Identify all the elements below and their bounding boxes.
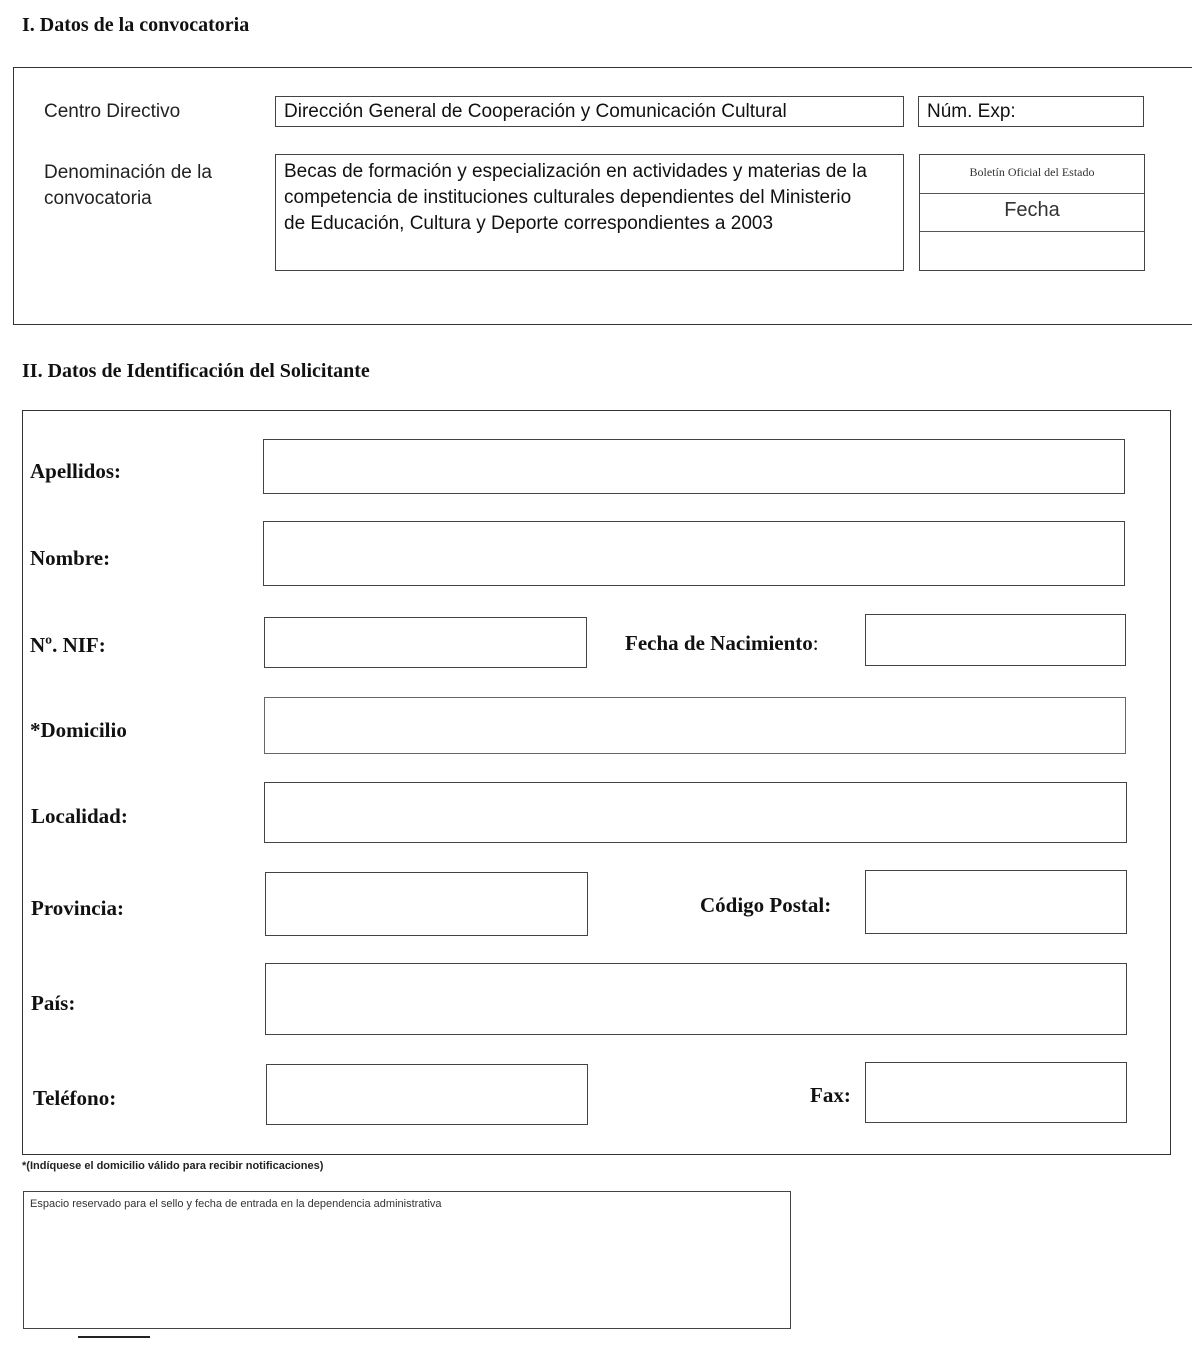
provincia-input[interactable] bbox=[265, 872, 588, 936]
denominacion-label-line1: Denominación de la bbox=[44, 162, 212, 183]
fecha-nacimiento-input[interactable] bbox=[865, 614, 1126, 666]
centro-directivo-value: Dirección General de Cooperación y Comunicación Cultural bbox=[284, 101, 787, 122]
localidad-input[interactable] bbox=[264, 782, 1127, 843]
denominacion-line3: de Educación, Cultura y Deporte correspondientes a 2003 bbox=[284, 213, 774, 234]
domicilio-label: *Domicilio bbox=[30, 718, 127, 742]
denominacion-label-line2: convocatoria bbox=[44, 188, 152, 209]
denominacion-field[interactable] bbox=[275, 154, 904, 271]
denominacion-label bbox=[44, 160, 212, 212]
pais-input[interactable] bbox=[265, 963, 1127, 1035]
boe-label: Boletín Oficial del Estado bbox=[969, 165, 1095, 179]
boe-divider-2 bbox=[920, 231, 1144, 232]
telefono-label: Teléfono: bbox=[33, 1086, 117, 1110]
fax-input[interactable] bbox=[865, 1062, 1127, 1123]
domicilio-footnote: *(Indíquese el domicilio válido para recibir notificaciones) bbox=[22, 1160, 324, 1172]
num-exp-label: Núm. Exp: bbox=[927, 101, 1016, 122]
fecha-nacimiento-text: Fecha de Nacimiento bbox=[625, 631, 813, 655]
pais-label: País: bbox=[31, 991, 76, 1015]
apellidos-input[interactable] bbox=[263, 439, 1125, 494]
boe-box bbox=[919, 154, 1145, 271]
codigo-postal-label: Código Postal: bbox=[700, 893, 832, 917]
boe-fecha-input[interactable] bbox=[920, 233, 1144, 270]
fecha-nacimiento-colon: : bbox=[812, 631, 819, 655]
provincia-label: Provincia: bbox=[31, 896, 124, 920]
nombre-label: Nombre: bbox=[30, 546, 111, 570]
boe-divider-1 bbox=[920, 193, 1144, 194]
num-exp-field[interactable] bbox=[918, 96, 1144, 127]
stamp-underline-mark bbox=[78, 1336, 150, 1338]
stamp-reserved-label: Espacio reservado para el sello y fecha de entrada en la dependencia administrativa bbox=[30, 1198, 442, 1210]
nif-label: Nº. NIF: bbox=[30, 633, 106, 657]
denominacion-line2: competencia de instituciones culturales dependientes del Ministerio bbox=[284, 187, 852, 208]
stamp-reserved-box bbox=[23, 1191, 791, 1329]
fecha-label: Fecha bbox=[1004, 199, 1060, 221]
fecha-nacimiento-label bbox=[625, 631, 819, 656]
localidad-label: Localidad: bbox=[31, 804, 128, 828]
section1-heading: I. Datos de la convocatoria bbox=[22, 14, 250, 36]
section2-heading: II. Datos de Identificación del Solicitante bbox=[22, 360, 370, 382]
telefono-input[interactable] bbox=[266, 1064, 588, 1125]
fax-label: Fax: bbox=[810, 1083, 851, 1107]
nif-input[interactable] bbox=[264, 617, 587, 668]
domicilio-input[interactable] bbox=[264, 697, 1126, 754]
denominacion-line1: Becas de formación y especialización en actividades y materias de la bbox=[284, 161, 867, 182]
apellidos-label: Apellidos: bbox=[30, 459, 122, 483]
nombre-input[interactable] bbox=[263, 521, 1125, 586]
codigo-postal-input[interactable] bbox=[865, 870, 1127, 934]
centro-directivo-label: Centro Directivo bbox=[44, 101, 181, 122]
centro-directivo-field[interactable] bbox=[275, 96, 904, 127]
